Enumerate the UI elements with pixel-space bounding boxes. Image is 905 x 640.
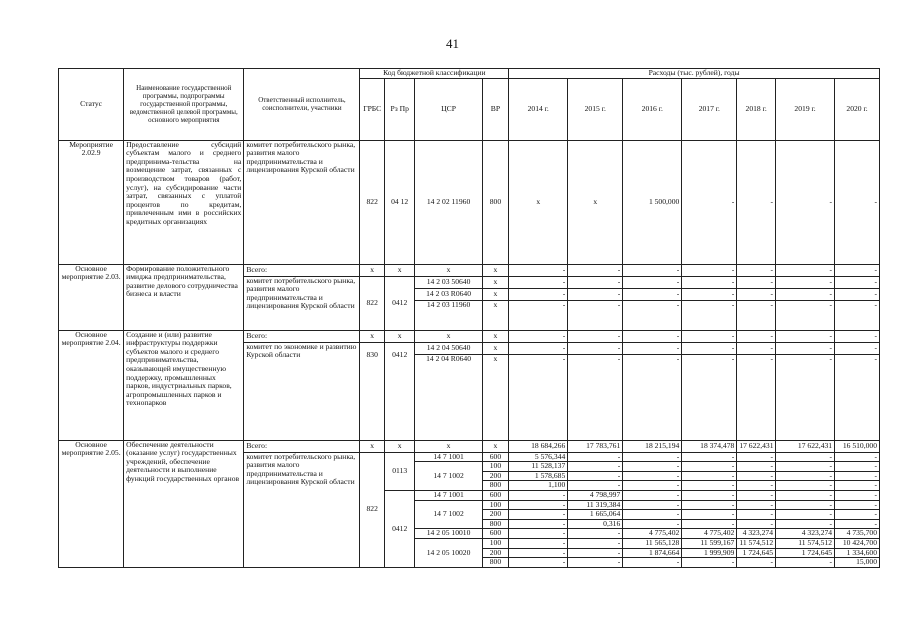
- value-cell: -: [835, 140, 880, 264]
- value-cell: -: [509, 288, 568, 300]
- total-value-cell: -: [568, 330, 623, 342]
- csr-cell: 14 2 04 R0640: [415, 354, 482, 440]
- header-year: 2017 г.: [682, 78, 737, 140]
- value-cell: -: [776, 510, 835, 520]
- total-value-cell: -: [623, 330, 682, 342]
- value-cell: 1 724,645: [776, 548, 835, 558]
- total-code-cell: х: [415, 330, 482, 342]
- value-cell: 11 574,512: [737, 538, 776, 548]
- value-cell: -: [623, 519, 682, 529]
- header-name: Наименование государственной программы, подпрограммы государственной программы, ведомственной целевой программы, основного мероприятия: [124, 69, 244, 141]
- vr-cell: 100: [482, 538, 509, 548]
- total-label: Всего:: [244, 440, 360, 452]
- value-cell: -: [835, 471, 880, 481]
- value-cell: -: [737, 452, 776, 462]
- value-cell: -: [568, 538, 623, 548]
- total-value-cell: -: [682, 264, 737, 276]
- value-cell: -: [737, 288, 776, 300]
- value-cell: -: [776, 276, 835, 288]
- value-cell: -: [835, 481, 880, 491]
- value-cell: -: [568, 276, 623, 288]
- value-cell: -: [509, 500, 568, 510]
- total-value-cell: 18 684,266: [509, 440, 568, 452]
- csr-cell: 14 2 02 11960: [415, 140, 482, 264]
- value-cell: -: [776, 519, 835, 529]
- value-cell: -: [835, 342, 880, 354]
- vr-cell: 800: [482, 481, 509, 491]
- value-cell: -: [568, 342, 623, 354]
- csr-cell: 14 7 1002: [415, 500, 482, 529]
- value-cell: -: [623, 471, 682, 481]
- total-code-cell: х: [384, 330, 415, 342]
- value-cell: -: [835, 452, 880, 462]
- total-code-cell: х: [384, 440, 415, 452]
- value-cell: -: [682, 342, 737, 354]
- vr-cell: х: [482, 300, 509, 330]
- status-cell: Основное мероприятие 2.05.: [59, 440, 124, 567]
- csr-cell: 14 2 03 50640: [415, 276, 482, 288]
- value-cell: 4 775,402: [682, 529, 737, 539]
- csr-cell: 14 2 03 11960: [415, 300, 482, 330]
- header-status: Статус: [59, 69, 124, 141]
- value-cell: х: [509, 140, 568, 264]
- vr-cell: 800: [482, 558, 509, 568]
- header-budget-code: Код бюджетной классификации: [360, 69, 509, 79]
- value-cell: -: [835, 510, 880, 520]
- grbs-cell: 822: [360, 276, 384, 330]
- value-cell: -: [623, 276, 682, 288]
- value-cell: -: [568, 300, 623, 330]
- value-cell: -: [682, 500, 737, 510]
- total-value-cell: -: [776, 330, 835, 342]
- total-label: Всего:: [244, 264, 360, 276]
- value-cell: 11 565,128: [623, 538, 682, 548]
- value-cell: 4 798,997: [568, 490, 623, 500]
- total-value-cell: 18 215,194: [623, 440, 682, 452]
- vr-cell: 800: [482, 519, 509, 529]
- total-value-cell: -: [568, 264, 623, 276]
- value-cell: -: [737, 140, 776, 264]
- vr-cell: 200: [482, 548, 509, 558]
- rzpr-cell: 0113: [384, 452, 415, 490]
- value-cell: -: [509, 519, 568, 529]
- value-cell: 4 775,402: [623, 529, 682, 539]
- value-cell: 1 500,000: [623, 140, 682, 264]
- header-year: 2020 г.: [835, 78, 880, 140]
- value-cell: 1 578,685: [509, 471, 568, 481]
- vr-cell: 800: [482, 140, 509, 264]
- total-code-cell: х: [360, 440, 384, 452]
- status-cell: Основное мероприятие 2.04.: [59, 330, 124, 440]
- csr-cell: 14 7 1001: [415, 452, 482, 462]
- value-cell: 1 334,600: [835, 548, 880, 558]
- value-cell: 4 735,700: [835, 529, 880, 539]
- value-cell: -: [737, 276, 776, 288]
- value-cell: -: [737, 510, 776, 520]
- value-cell: -: [776, 481, 835, 491]
- value-cell: 15,000: [835, 558, 880, 568]
- value-cell: -: [737, 500, 776, 510]
- value-cell: -: [776, 558, 835, 568]
- value-cell: -: [682, 481, 737, 491]
- executor-cell: комитет потребительского рынка, развития малого предпринимательства и лицензирования Курской области: [244, 452, 360, 567]
- value-cell: -: [509, 558, 568, 568]
- value-cell: -: [509, 490, 568, 500]
- value-cell: 10 424,700: [835, 538, 880, 548]
- vr-cell: 100: [482, 462, 509, 472]
- value-cell: -: [568, 354, 623, 440]
- value-cell: -: [682, 140, 737, 264]
- csr-cell: 14 2 05 10010: [415, 529, 482, 539]
- grbs-cell: 822: [360, 140, 384, 264]
- vr-cell: 200: [482, 471, 509, 481]
- total-code-cell: х: [482, 440, 509, 452]
- value-cell: -: [509, 529, 568, 539]
- value-cell: -: [776, 288, 835, 300]
- value-cell: -: [509, 342, 568, 354]
- value-cell: -: [835, 276, 880, 288]
- csr-cell: 14 7 1001: [415, 490, 482, 500]
- value-cell: -: [509, 354, 568, 440]
- value-cell: -: [776, 500, 835, 510]
- value-cell: 1,100: [509, 481, 568, 491]
- value-cell: -: [737, 342, 776, 354]
- value-cell: -: [737, 490, 776, 500]
- value-cell: -: [568, 471, 623, 481]
- total-value-cell: -: [737, 264, 776, 276]
- value-cell: 4 323,274: [737, 529, 776, 539]
- total-value-cell: 16 510,000: [835, 440, 880, 452]
- rzpr-cell: 04 12: [384, 140, 415, 264]
- total-value-cell: 18 374,478: [682, 440, 737, 452]
- name-cell: Создание и (или) развитие инфраструктуры поддержки субъектов малого и среднего предпринимательства, оказывающей имущественную поддержку, промышленных парков, индустриальных парков, агропромышленных парков и технопарков: [124, 330, 244, 440]
- total-code-cell: х: [415, 264, 482, 276]
- value-cell: -: [835, 300, 880, 330]
- value-cell: -: [776, 452, 835, 462]
- table-row: [59, 440, 880, 452]
- status-cell: Мероприятие 2.02.9: [59, 140, 124, 264]
- value-cell: -: [682, 471, 737, 481]
- value-cell: 5 576,344: [509, 452, 568, 462]
- value-cell: 11 599,167: [682, 538, 737, 548]
- value-cell: -: [509, 510, 568, 520]
- status-cell: Основное мероприятие 2.03.: [59, 264, 124, 330]
- value-cell: 1 874,664: [623, 548, 682, 558]
- rzpr-cell: 0412: [384, 342, 415, 440]
- value-cell: -: [737, 354, 776, 440]
- value-cell: х: [568, 140, 623, 264]
- header-year: 2018 г.: [737, 78, 776, 140]
- total-value-cell: -: [835, 264, 880, 276]
- vr-cell: 200: [482, 510, 509, 520]
- table-row: [59, 264, 880, 276]
- total-code-cell: х: [482, 264, 509, 276]
- value-cell: 11 574,512: [776, 538, 835, 548]
- value-cell: -: [776, 462, 835, 472]
- value-cell: -: [509, 300, 568, 330]
- value-cell: -: [623, 510, 682, 520]
- vr-cell: х: [482, 276, 509, 288]
- vr-cell: 100: [482, 500, 509, 510]
- value-cell: 4 323,274: [776, 529, 835, 539]
- total-value-cell: -: [776, 264, 835, 276]
- value-cell: 0,316: [568, 519, 623, 529]
- value-cell: -: [737, 462, 776, 472]
- header-executor: Ответственный исполнитель, соисполнители, участники: [244, 69, 360, 141]
- header-rzpr: Рз Пр: [384, 78, 415, 140]
- value-cell: 1 999,909: [682, 548, 737, 558]
- executor-cell: комитет потребительского рынка, развития малого предпринимательства и лицензирования Курской области: [244, 276, 360, 330]
- value-cell: -: [835, 288, 880, 300]
- value-cell: 11 528,137: [509, 462, 568, 472]
- vr-cell: 600: [482, 490, 509, 500]
- value-cell: -: [835, 490, 880, 500]
- value-cell: -: [568, 452, 623, 462]
- header-grbs: ГРБС: [360, 78, 384, 140]
- csr-cell: 14 2 03 R0640: [415, 288, 482, 300]
- value-cell: -: [682, 462, 737, 472]
- header-expenses: Расходы (тыс. рублей), годы: [509, 69, 880, 79]
- value-cell: -: [568, 481, 623, 491]
- header-year: 2016 г.: [623, 78, 682, 140]
- header-year: 2014 г.: [509, 78, 568, 140]
- total-value-cell: 17 622,431: [776, 440, 835, 452]
- executor-cell: комитет потребительского рынка, развития малого предпринимательства и лицензирования Курской области: [244, 140, 360, 264]
- value-cell: -: [568, 548, 623, 558]
- value-cell: -: [737, 300, 776, 330]
- total-code-cell: х: [360, 330, 384, 342]
- csr-cell: 14 2 04 50640: [415, 342, 482, 354]
- value-cell: -: [835, 462, 880, 472]
- total-value-cell: -: [623, 264, 682, 276]
- vr-cell: х: [482, 288, 509, 300]
- vr-cell: х: [482, 354, 509, 440]
- table-row: [59, 330, 880, 342]
- value-cell: -: [568, 288, 623, 300]
- budget-table: [58, 68, 880, 568]
- total-code-cell: х: [415, 440, 482, 452]
- value-cell: -: [509, 538, 568, 548]
- table-row: [59, 140, 880, 264]
- header-csr: ЦСР: [415, 78, 482, 140]
- value-cell: -: [682, 300, 737, 330]
- header-year: 2015 г.: [568, 78, 623, 140]
- name-cell: Предоставление субсидий субъектам малого и среднего предпринима-тельства на возмещение затрат, связанных с производством товаров (работ, услуг), на субсидирование части затрат, связанных с уплатой процентов по кредитам, привлеченным ими в российских кредитных организациях: [124, 140, 244, 264]
- total-value-cell: -: [509, 264, 568, 276]
- page-number: 41: [446, 36, 459, 51]
- value-cell: -: [776, 471, 835, 481]
- total-value-cell: -: [835, 330, 880, 342]
- value-cell: -: [623, 354, 682, 440]
- value-cell: -: [623, 288, 682, 300]
- value-cell: -: [682, 510, 737, 520]
- total-code-cell: х: [482, 330, 509, 342]
- grbs-cell: 830: [360, 342, 384, 440]
- value-cell: 1 665,064: [568, 510, 623, 520]
- total-value-cell: -: [509, 330, 568, 342]
- value-cell: -: [682, 354, 737, 440]
- total-code-cell: х: [384, 264, 415, 276]
- value-cell: -: [776, 342, 835, 354]
- value-cell: -: [623, 342, 682, 354]
- executor-cell: комитет по экономике и развитию Курской области: [244, 342, 360, 440]
- value-cell: 11 319,384: [568, 500, 623, 510]
- value-cell: -: [776, 140, 835, 264]
- total-value-cell: 17 783,761: [568, 440, 623, 452]
- grbs-cell: 822: [360, 452, 384, 567]
- value-cell: -: [835, 519, 880, 529]
- total-code-cell: х: [360, 264, 384, 276]
- value-cell: -: [509, 548, 568, 558]
- vr-cell: 600: [482, 452, 509, 462]
- value-cell: -: [623, 500, 682, 510]
- value-cell: -: [623, 481, 682, 491]
- name-cell: Формирование положительного имиджа предпринимательства, развитие делового сотрудничества бизнеса и власти: [124, 264, 244, 330]
- total-label: Всего:: [244, 330, 360, 342]
- value-cell: -: [682, 490, 737, 500]
- csr-cell: 14 7 1002: [415, 462, 482, 491]
- value-cell: -: [682, 452, 737, 462]
- value-cell: -: [737, 481, 776, 491]
- value-cell: -: [776, 354, 835, 440]
- value-cell: -: [623, 462, 682, 472]
- total-value-cell: 17 622,431: [737, 440, 776, 452]
- value-cell: -: [776, 300, 835, 330]
- value-cell: -: [623, 490, 682, 500]
- value-cell: -: [568, 462, 623, 472]
- rzpr-cell: 0412: [384, 490, 415, 567]
- value-cell: -: [682, 519, 737, 529]
- value-cell: -: [682, 558, 737, 568]
- value-cell: -: [623, 452, 682, 462]
- value-cell: -: [623, 300, 682, 330]
- name-cell: Обеспечение деятельности (оказание услуг) государственных учреждений, обеспечение деятельности и выполнение функций государственных органов: [124, 440, 244, 567]
- total-value-cell: -: [737, 330, 776, 342]
- vr-cell: х: [482, 342, 509, 354]
- value-cell: -: [776, 490, 835, 500]
- value-cell: 1 724,645: [737, 548, 776, 558]
- value-cell: -: [835, 354, 880, 440]
- value-cell: -: [682, 276, 737, 288]
- csr-cell: 14 2 05 10020: [415, 538, 482, 567]
- value-cell: -: [737, 519, 776, 529]
- rzpr-cell: 0412: [384, 276, 415, 330]
- header-vr: ВР: [482, 78, 509, 140]
- value-cell: -: [737, 558, 776, 568]
- vr-cell: 600: [482, 529, 509, 539]
- value-cell: -: [623, 558, 682, 568]
- value-cell: -: [568, 529, 623, 539]
- value-cell: -: [835, 500, 880, 510]
- value-cell: -: [682, 288, 737, 300]
- header-year: 2019 г.: [776, 78, 835, 140]
- total-value-cell: -: [682, 330, 737, 342]
- value-cell: -: [737, 471, 776, 481]
- value-cell: -: [509, 276, 568, 288]
- value-cell: -: [568, 558, 623, 568]
